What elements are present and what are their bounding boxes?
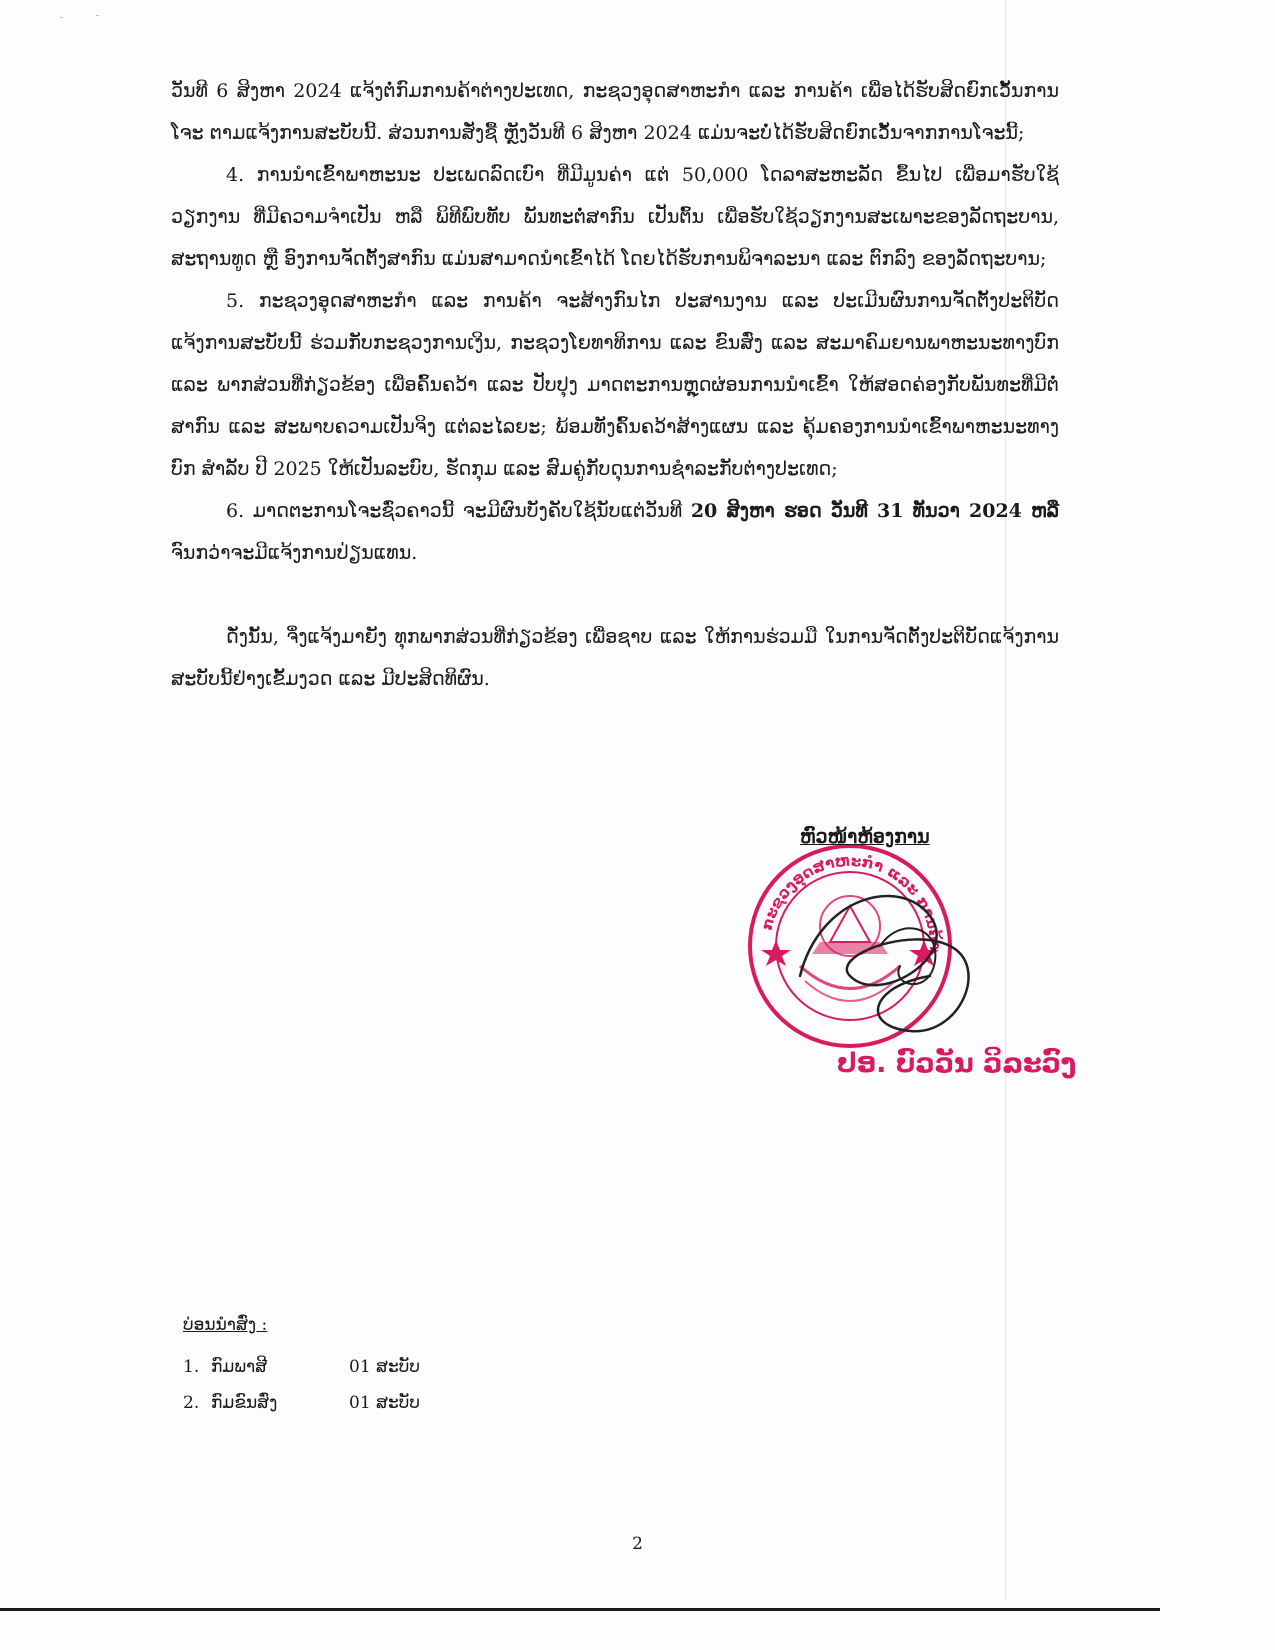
distribution-row — [183, 1349, 469, 1385]
page-number: 2 — [632, 1534, 643, 1554]
bottom-rule — [0, 1608, 1160, 1611]
seal-text: ກະຊວງອຸດສາຫະກໍາ ແລະ ການຄ້າ — [757, 851, 945, 951]
paragraph-3-continued: ວັນທີ 6 ສິງຫາ 2024 ແຈ້ງຕໍ່ກົມການຄ້າຕ່າງປະເທດ, ກະຊວງອຸດສາຫະກໍາ ແລະ ການຄ້າ ເພື່ອໄດ້ຮັບສິດຍົກເວັ້ນການໂຈະ ຕາມແຈ້ງການສະບັບນີ້. ສ່ວນການສັ່ງຊື້ ຫຼັງວັນທີ 6 ສິງຫາ 2024 ແມ່ນຈະບໍ່ໄດ້ຮັບສິດຍົກເວັ້ນຈາກການໂຈະນີ້; — [171, 80, 1059, 144]
distribution-heading: ບ່ອນນໍາສົ່ງ : — [183, 1315, 268, 1335]
distribution-row — [183, 1385, 469, 1421]
distribution-row-number: 1. — [183, 1357, 200, 1377]
signatory-title: ຫົວໜ້າຫ້ອງການ — [800, 826, 930, 848]
scan-artifact-dot — [60, 17, 63, 18]
distribution-row-recipient: ກົມພາສີ — [211, 1357, 268, 1377]
paragraph-6-effective-dates: 20 ສິງຫາ ຮອດ ວັນທີ 31 ທັນວາ 2024 ຫລື — [690, 500, 1059, 522]
distribution-row-copies: 01 ສະບັບ — [349, 1393, 420, 1413]
paragraph-6-start: 6. ມາດຕະການໂຈະຊົ່ວຄາວນີ້ ຈະມີຜົນບັງຄັບໃຊ້ນັບແຕ່ວັນທີ — [226, 500, 691, 522]
closing-paragraph: ດັ່ງນັ້ນ, ຈຶ່ງແຈ້ງມາຍັງ ທຸກພາກສ່ວນທີ່ກ່ຽວຂ້ອງ ເພື່ອຊາບ ແລະ ໃຫ້ການຮ່ວມມື ໃນການຈັດຕັ້ງປະຕິບັດແຈ້ງການສະບັບນີ້ຢ່າງເຂັ້ມງວດ ແລະ ມີປະສິດທິຜົນ. — [171, 626, 1059, 690]
distribution-row-recipient: ກົມຂົນສົ່ງ — [211, 1393, 278, 1413]
paragraph-4: 4. ການນໍາເຂົ້າພາຫະນະ ປະເພດລົດເບົາ ທີ່ມີມູນຄ່າ ແຕ່ 50,000 ໂດລາສະຫະລັດ ຂຶ້ນໄປ ເພື່ອມາຮັບໃຊ້ວຽກງານ ທີ່ມີຄວາມຈໍາເປັນ ຫລື ພິທີພົບທັບ ພັນທະຕໍ່ສາກົນ ເປັນຕົ້ນ ເພື່ອຮັບໃຊ້ວຽກງານສະເພາະຂອງລັດຖະບານ, ສະຖານທູດ ຫຼື ອົງການຈັດຕັ້ງສາກົນ ແມ່ນສາມາດນໍາເຂົ້າໄດ້ ໂດຍໄດ້ຮັບການພິຈາລະນາ ແລະ ຕົກລົງ ຂອງລັດຖະບານ; — [171, 164, 1059, 270]
scan-artifact-dot — [96, 15, 99, 16]
distribution-row-copies: 01 ສະບັບ — [349, 1357, 420, 1377]
paragraph-6 — [171, 490, 1059, 574]
paragraph-5: 5. ກະຊວງອຸດສາຫະກໍາ ແລະ ການຄ້າ ຈະສ້າງກົນໄກ ປະສານງານ ແລະ ປະເມີນຜົນການຈັດຕັ້ງປະຕິບັດແຈ້ງການສະບັບນີ້ ຮ່ວມກັບກະຊວງການເງິນ, ກະຊວງໂຍທາທິການ ແລະ ຂົນສົ່ງ ແລະ ສະມາຄົມຍານພາຫະນະທາງບົກ ແລະ ພາກສ່ວນທີ່ກ່ຽວຂ້ອງ ເພື່ອຄົ້ນຄວ້າ ແລະ ປັບປຸງ ມາດຕະການຫຼຸດຜ່ອນການນໍາເຂົ້າ ໃຫ້ສອດຄ່ອງກັບພັນທະທີ່ມີຕໍ່ສາກົນ ແລະ ສະພາບຄວາມເປັນຈິງ ແຕ່ລະໄລຍະ; ພ້ອມທັງຄົ້ນຄວ້າສ້າງແຜນ ແລະ ຄຸ້ມຄອງການນໍາເຂົ້າພາຫະນະທາງບົກ ສໍາລັບ ປີ 2025 ໃຫ້ເປັນລະບົບ, ຮັດກຸມ ແລະ ສົມຄູ່ກັບດຸນການຊໍາລະກັບຕ່າງປະເທດ; — [171, 290, 1059, 480]
paragraph-6-end: ຈົນກວ່າຈະມີແຈ້ງການປ່ຽນແທນ. — [171, 542, 418, 564]
handwritten-signature-icon — [760, 856, 1020, 1056]
distribution-list — [183, 1315, 469, 1421]
signature-block — [740, 826, 1077, 1086]
letter-body — [171, 70, 1059, 700]
distribution-row-number: 2. — [183, 1393, 200, 1413]
signatory-name: ປອ. ບົວວັນ ວິລະວົງ — [837, 1048, 1077, 1079]
